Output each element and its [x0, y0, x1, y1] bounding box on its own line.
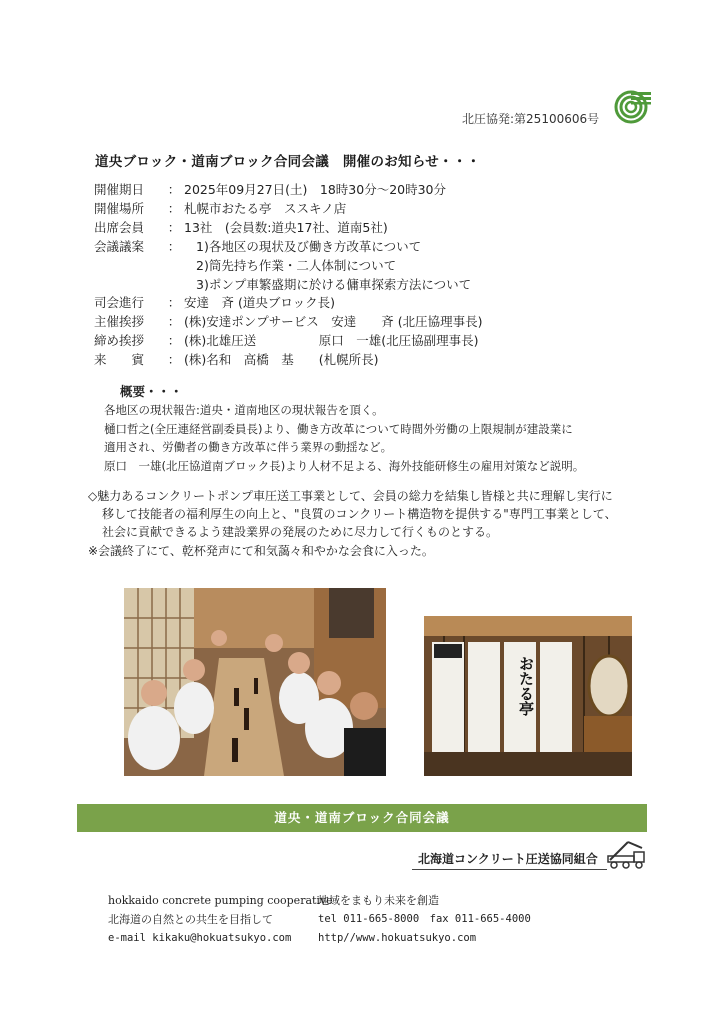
footer-row [108, 910, 531, 929]
detail-row [94, 238, 482, 257]
slogan: 地域をまもり未来を創造 [318, 894, 439, 907]
detail-label: 司会進行 [94, 295, 145, 311]
detail-label [94, 276, 164, 295]
detail-row [94, 332, 482, 351]
section-band: 道央・道南ブロック合同会議 [77, 804, 647, 832]
detail-row [94, 181, 482, 200]
detail-value: (株)安達ポンプサービス 安達 斉 (北圧協理事長) [184, 314, 483, 330]
detail-value: (株)北雄圧送 原口 一雄(北圧協副理事長) [184, 333, 479, 349]
detail-label: 主催挨拶 [94, 314, 145, 330]
green-circle-logo-icon [614, 90, 652, 124]
meeting-photo [124, 588, 386, 776]
detail-separator: ： [167, 219, 181, 235]
detail-value: 1)各地区の現状及び働き方改革について [196, 238, 422, 254]
detail-label: 開催期日 [94, 182, 145, 197]
phone-fax: tel 011-665-8000 fax 011-665-4000 [318, 913, 531, 925]
organization-name: 北海道コンクリート圧送協同組合 [418, 852, 598, 866]
detail-row [94, 276, 482, 295]
detail-label: 開催場所 [94, 200, 145, 216]
divider [412, 869, 607, 870]
detail-value: 2)筒先持ち作業・二人体制について [196, 257, 397, 273]
detail-separator: ： [167, 182, 181, 197]
summary-line: 原口 一雄(北圧協道南ブロック長)より人材不足よる、海外技能研修生の雇用対策など説明。 [104, 458, 585, 473]
detail-row [94, 313, 482, 332]
restaurant-entrance-photo [424, 616, 632, 776]
closing-line: ◇魅力あるコンクリートポンプ車圧送工事業として、会員の総力を結集し皆様と共に理解し実行に [88, 489, 613, 503]
detail-separator: ： [167, 333, 181, 349]
summary-heading: 概要・・・ [120, 384, 183, 399]
detail-row [94, 257, 482, 276]
closing-statement [88, 487, 688, 560]
closing-line: 移して技能者の福利厚生の向上と、"良質のコンクリート構造物を提供する"専門工事業として、 [102, 507, 617, 522]
motto: 北海道の自然との共生を目指して [108, 913, 273, 926]
summary-body [104, 401, 684, 475]
website-link[interactable]: http//www.hokuatsukyo.com [318, 932, 477, 944]
detail-row [94, 351, 482, 370]
pump-truck-icon [604, 838, 648, 870]
detail-label: 会議議案 [94, 238, 145, 254]
english-name: hokkaido concrete pumping cooperative [108, 894, 333, 907]
curtain-text: おたる亭 [517, 656, 535, 716]
email-link[interactable]: e-mail kikaku@hokuatsukyo.com [108, 932, 292, 944]
detail-value: (株)名和 高橋 基 (札幌所長) [184, 352, 379, 368]
detail-separator [164, 276, 184, 295]
detail-label: 出席会員 [94, 219, 145, 235]
detail-label [94, 257, 164, 276]
summary-line: 各地区の現状報告:道央・道南地区の現状報告を頂く。 [104, 403, 384, 417]
closing-line: 社会に貢献できるよう建設業界の発展のために尽力して行くものとする。 [102, 525, 499, 540]
detail-separator: ： [167, 238, 181, 254]
detail-row [94, 219, 482, 238]
detail-separator: ： [167, 352, 181, 368]
detail-row [94, 294, 482, 313]
detail-label: 締め挨拶 [94, 333, 145, 349]
page-title: 道央ブロック・道南ブロック合同会議 開催のお知らせ・・・ [95, 154, 481, 170]
summary-line: 樋口哲之(全圧連経営副委員長)より、働き方改革について時間外労働の上限規制が建設業に [104, 421, 573, 436]
detail-separator: ： [167, 200, 181, 216]
footer [108, 891, 531, 948]
detail-separator: ： [167, 295, 181, 311]
detail-value: 2025年09月27日(土) 18時30分～20時30分 [184, 182, 446, 197]
detail-label: 来 賓 [94, 352, 145, 368]
detail-separator: ： [167, 314, 181, 330]
detail-value: 札幌市おたる亭 ススキノ店 [184, 200, 347, 216]
document-number: 北圧協発:第25100606号 [462, 112, 600, 126]
detail-value: 安達 斉 (道央ブロック長) [184, 295, 335, 311]
detail-row [94, 200, 482, 219]
footer-row [108, 891, 531, 910]
closing-line: ※会議終了にて、乾杯発声にて和気藹々和やかな会食に入った。 [88, 543, 434, 558]
footer-row [108, 929, 531, 948]
meeting-details [94, 181, 482, 370]
summary-line: 適用され、労働者の働き方改革に伴う業界の動揺など。 [104, 440, 393, 454]
detail-value: 13社 (会員数:道央17社、道南5社) [184, 219, 388, 235]
detail-separator [164, 257, 184, 276]
detail-value: 3)ポンプ車繁盛期に於ける傭車探索方法について [196, 276, 472, 292]
